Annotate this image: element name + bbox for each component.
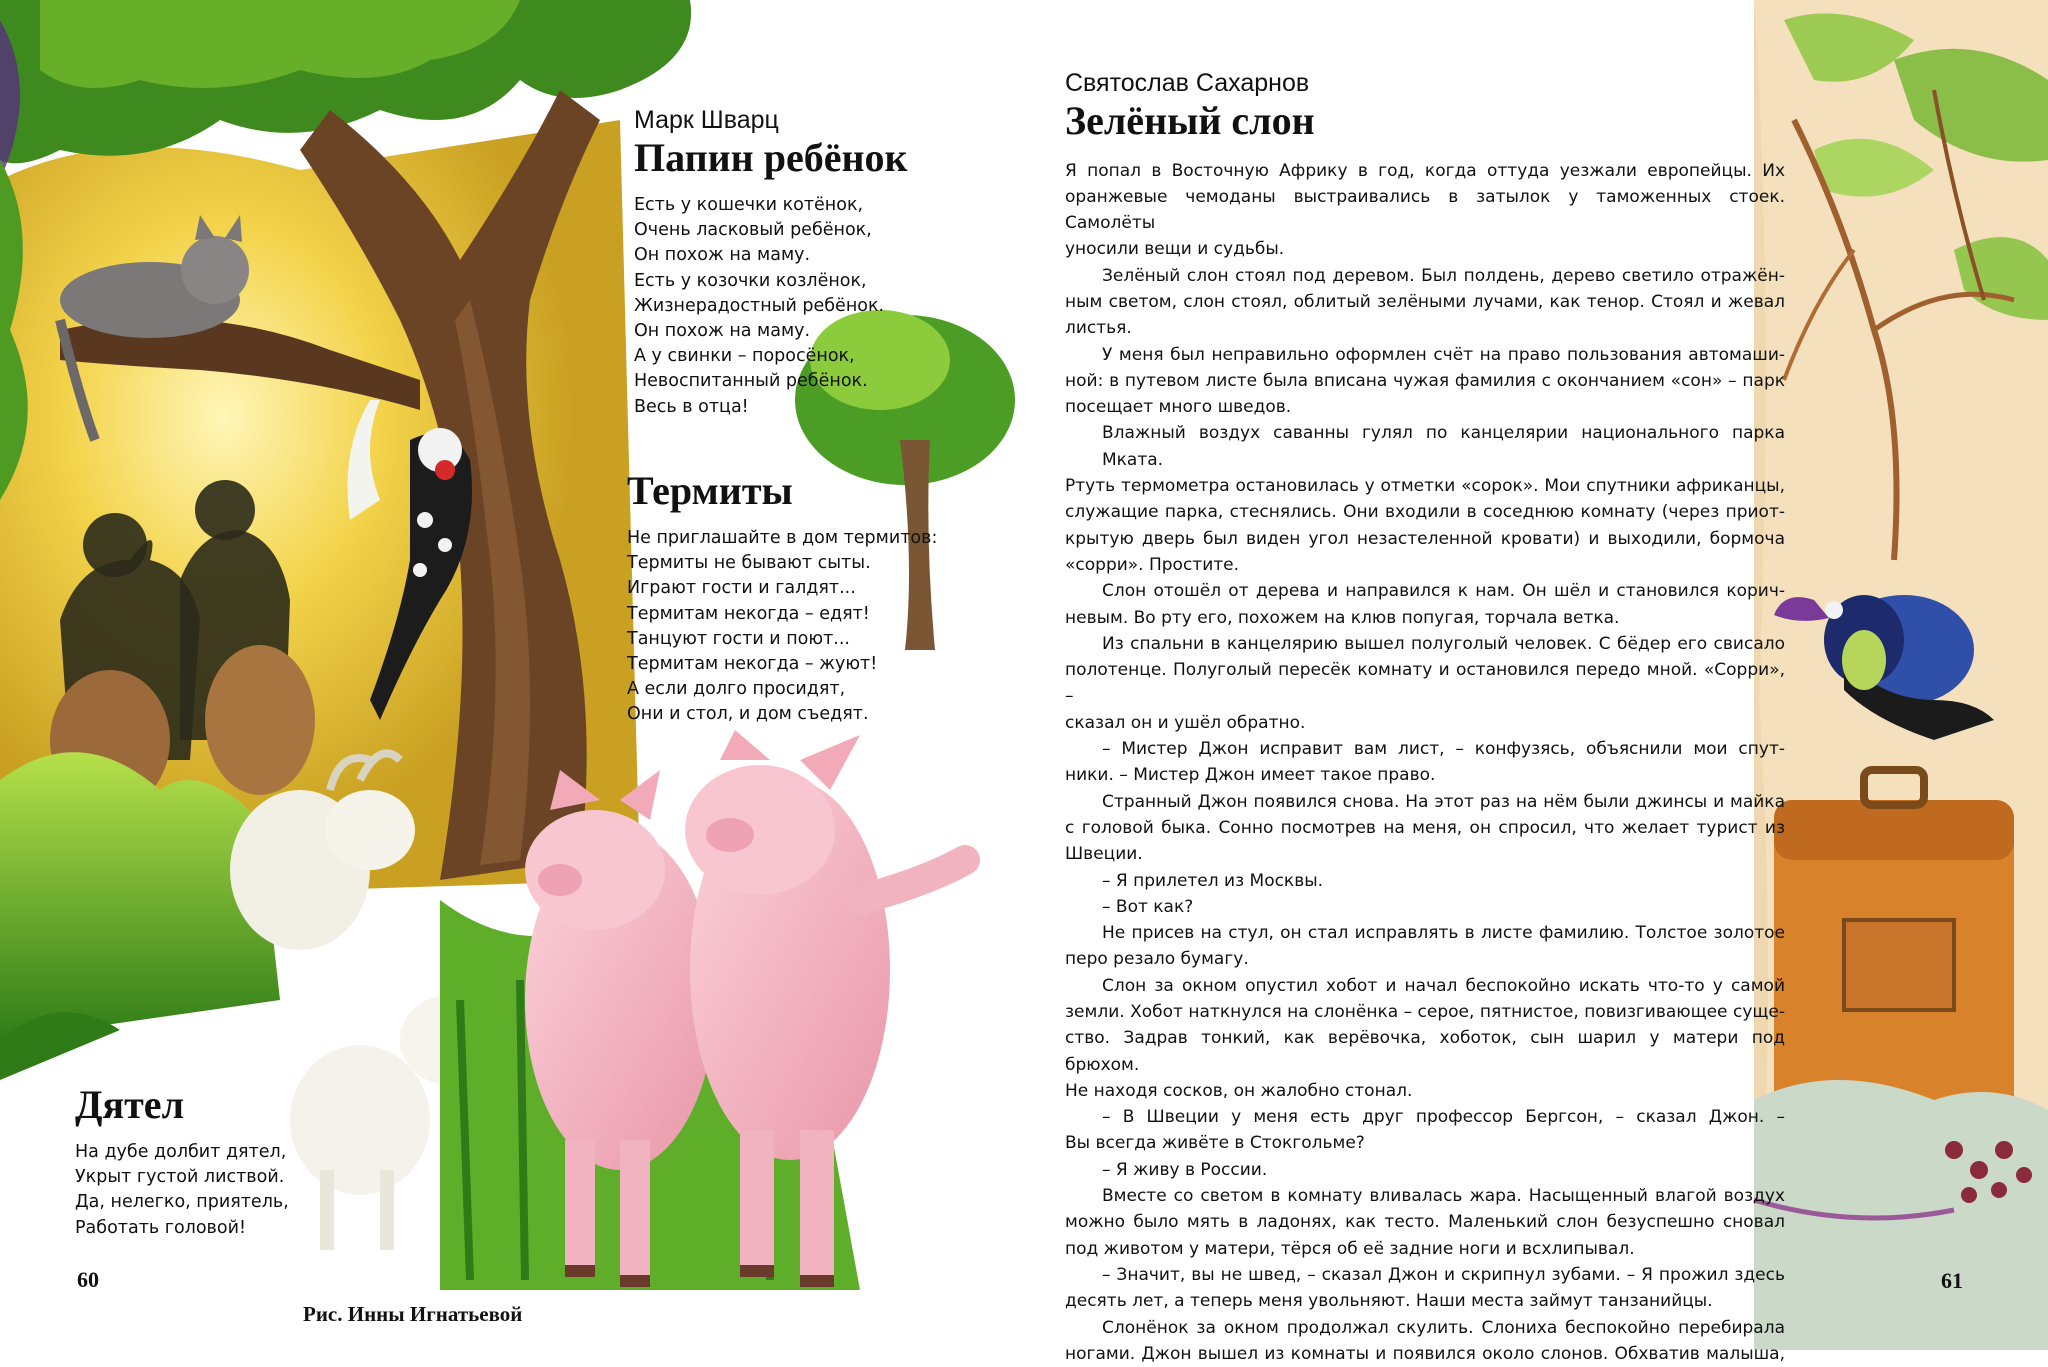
story-line: уносили вещи и судьбы. (1065, 236, 1785, 262)
left-page (0, 0, 1024, 1350)
story-line: «сорри». Простите. (1065, 552, 1785, 578)
poem-papin-rebyonok (634, 106, 908, 420)
story-line: У меня был неправильно оформлен счёт на право пользования автомаши- (1065, 342, 1785, 368)
poem-line: А если долго просидят, (627, 677, 937, 702)
story-line: – В Швеции у меня есть друг профессор Бергсон, – сказал Джон. – (1065, 1104, 1785, 1130)
story-body (1065, 158, 1785, 1367)
story-line: Швеции. (1065, 841, 1785, 867)
story-line: Слон отошёл от дерева и направился к нам. Он шёл и становился корич- (1065, 578, 1785, 604)
poem-title: Папин ребёнок (634, 135, 908, 181)
poem-line: А у свинки – поросёнок, (634, 344, 908, 369)
poem-line: Играют гости и галдят... (627, 576, 937, 601)
story-line: ники. – Мистер Джон имеет такое право. (1065, 762, 1785, 788)
story-line: Вы всегда живёте в Стокгольме? (1065, 1130, 1785, 1156)
story-line: Слонёнок за окном продолжал скулить. Слониха беспокойно перебирала (1065, 1315, 1785, 1341)
story-line: невым. Во рту его, похожем на клюв попугая, торчала ветка. (1065, 605, 1785, 631)
poem-line: Термитам некогда – жуют! (627, 652, 937, 677)
story-line: Странный Джон появился снова. На этот раз на нём были джинсы и майка (1065, 789, 1785, 815)
story-line: листья. (1065, 315, 1785, 341)
story-line: Влажный воздух саванны гулял по канцелярии национального парка Мката. (1065, 420, 1785, 473)
story-line: ной: в путевом листе была вписана чужая фамилия с окончанием «сон» – парк (1065, 368, 1785, 394)
poem-line: Термиты не бывают сыты. (627, 551, 937, 576)
story-line: – Мистер Джон исправит вам лист, – конфузясь, объяснили мои спут- (1065, 736, 1785, 762)
poem-line: Да, нелегко, приятель, (75, 1190, 289, 1215)
story-line: Слон за окном опустил хобот и начал беспокойно искать что-то у самой (1065, 973, 1785, 999)
story-line: посещает много шведов. (1065, 394, 1785, 420)
story-line: крытую дверь был виден угол незастеленной кровати) и выходили, бормоча (1065, 526, 1785, 552)
story-zelyony-slon (1065, 70, 1785, 1367)
story-line: полотенце. Полуголый пересёк комнату и остановился передо мной. «Сорри», – (1065, 657, 1785, 710)
poem-line: Весь в отца! (634, 395, 908, 420)
story-line: Из спальни в канцелярию вышел полуголый человек. С бёдер его свисало (1065, 631, 1785, 657)
story-title: Зелёный слон (1065, 98, 1785, 144)
story-line: земли. Хобот наткнулся на слонёнка – серое, пятнистое, повизгивающее суще- (1065, 999, 1785, 1025)
story-line: Ртуть термометра остановилась у отметки «сорок». Мои спутники африканцы, (1065, 473, 1785, 499)
story-line: Не присев на стул, он стал исправлять в листе фамилию. Толстое золотое (1065, 920, 1785, 946)
poem-line: Работать головой! (75, 1216, 289, 1241)
story-line: под животом у матери, тёрся об её задние ноги и всхлипывал. (1065, 1236, 1785, 1262)
story-line: сказал он и ушёл обратно. (1065, 710, 1785, 736)
poem-line: Невоспитанный ребёнок. (634, 369, 908, 394)
story-line: служащие парка, стеснялись. Они входили в соседнюю комнату (через приот- (1065, 499, 1785, 525)
story-line: – Я прилетел из Москвы. (1065, 868, 1785, 894)
poem-line: Он похож на маму. (634, 243, 908, 268)
story-line: – Я живу в России. (1065, 1157, 1785, 1183)
story-line: Не находя сосков, он жалобно стонал. (1065, 1078, 1785, 1104)
story-line: десять лет, а теперь меня увольняют. Наши места займут танзанийцы. (1065, 1288, 1785, 1314)
poem-line: Танцуют гости и поют... (627, 627, 937, 652)
story-author: Святослав Сахарнов (1065, 70, 1785, 98)
right-page (1024, 0, 2048, 1350)
poem-line: Они и стол, и дом съедят. (627, 702, 937, 727)
story-line: – Вот как? (1065, 894, 1785, 920)
poem-line: Очень ласковый ребёнок, (634, 218, 908, 243)
story-line: ство. Задрав тонкий, как верёвочка, хоботок, сын шарил у матери под брюхом. (1065, 1025, 1785, 1078)
story-line: ным светом, слон стоял, облитый зелёными лучами, как тенор. Стоял и жевал (1065, 289, 1785, 315)
page-number-left: 60 (77, 1267, 99, 1293)
story-line: с головой быка. Сонно посмотрев на меня, он спросил, что желает турист из (1065, 815, 1785, 841)
story-line: перо резало бумагу. (1065, 946, 1785, 972)
poem-line: Есть у кошечки котёнок, (634, 193, 908, 218)
illustration-credit: Рис. Инны Игнатьевой (303, 1302, 522, 1327)
poem-line: Укрыт густой листвой. (75, 1165, 289, 1190)
poem-line: Не приглашайте в дом термитов: (627, 526, 937, 551)
story-line: – Значит, вы не швед, – сказал Джон и скрипнул зубами. – Я прожил здесь (1065, 1262, 1785, 1288)
poem-line: Есть у козочки козлёнок, (634, 269, 908, 294)
right-illustration (1754, 0, 2048, 1350)
poem-dyatel (75, 1082, 289, 1241)
poem-title: Дятел (75, 1082, 289, 1128)
story-line: ногами. Джон вышел из комнаты и появился около слонов. Обхватив малыша, (1065, 1341, 1785, 1367)
poem-author: Марк Шварц (634, 106, 908, 135)
page-number-right: 61 (1941, 1268, 1963, 1294)
story-line: Зелёный слон стоял под деревом. Был полдень, дерево светило отражён- (1065, 263, 1785, 289)
poem-line: Жизнерадостный ребёнок. (634, 294, 908, 319)
story-line: Вместе со светом в комнату вливалась жара. Насыщенный влагой воздух (1065, 1183, 1785, 1209)
poem-line: Термитам некогда – едят! (627, 602, 937, 627)
story-line: Я попал в Восточную Африку в год, когда оттуда уезжали европейцы. Их (1065, 158, 1785, 184)
story-line: оранжевые чемоданы выстраивались в затылок у таможенных стоек. Самолёты (1065, 184, 1785, 237)
poem-title: Термиты (627, 468, 937, 514)
story-line: можно было мять в ладонях, как тесто. Маленький слон безуспешно сновал (1065, 1209, 1785, 1235)
poem-line: На дубе долбит дятел, (75, 1140, 289, 1165)
poem-line: Он похож на маму. (634, 319, 908, 344)
poem-termity (627, 468, 937, 728)
